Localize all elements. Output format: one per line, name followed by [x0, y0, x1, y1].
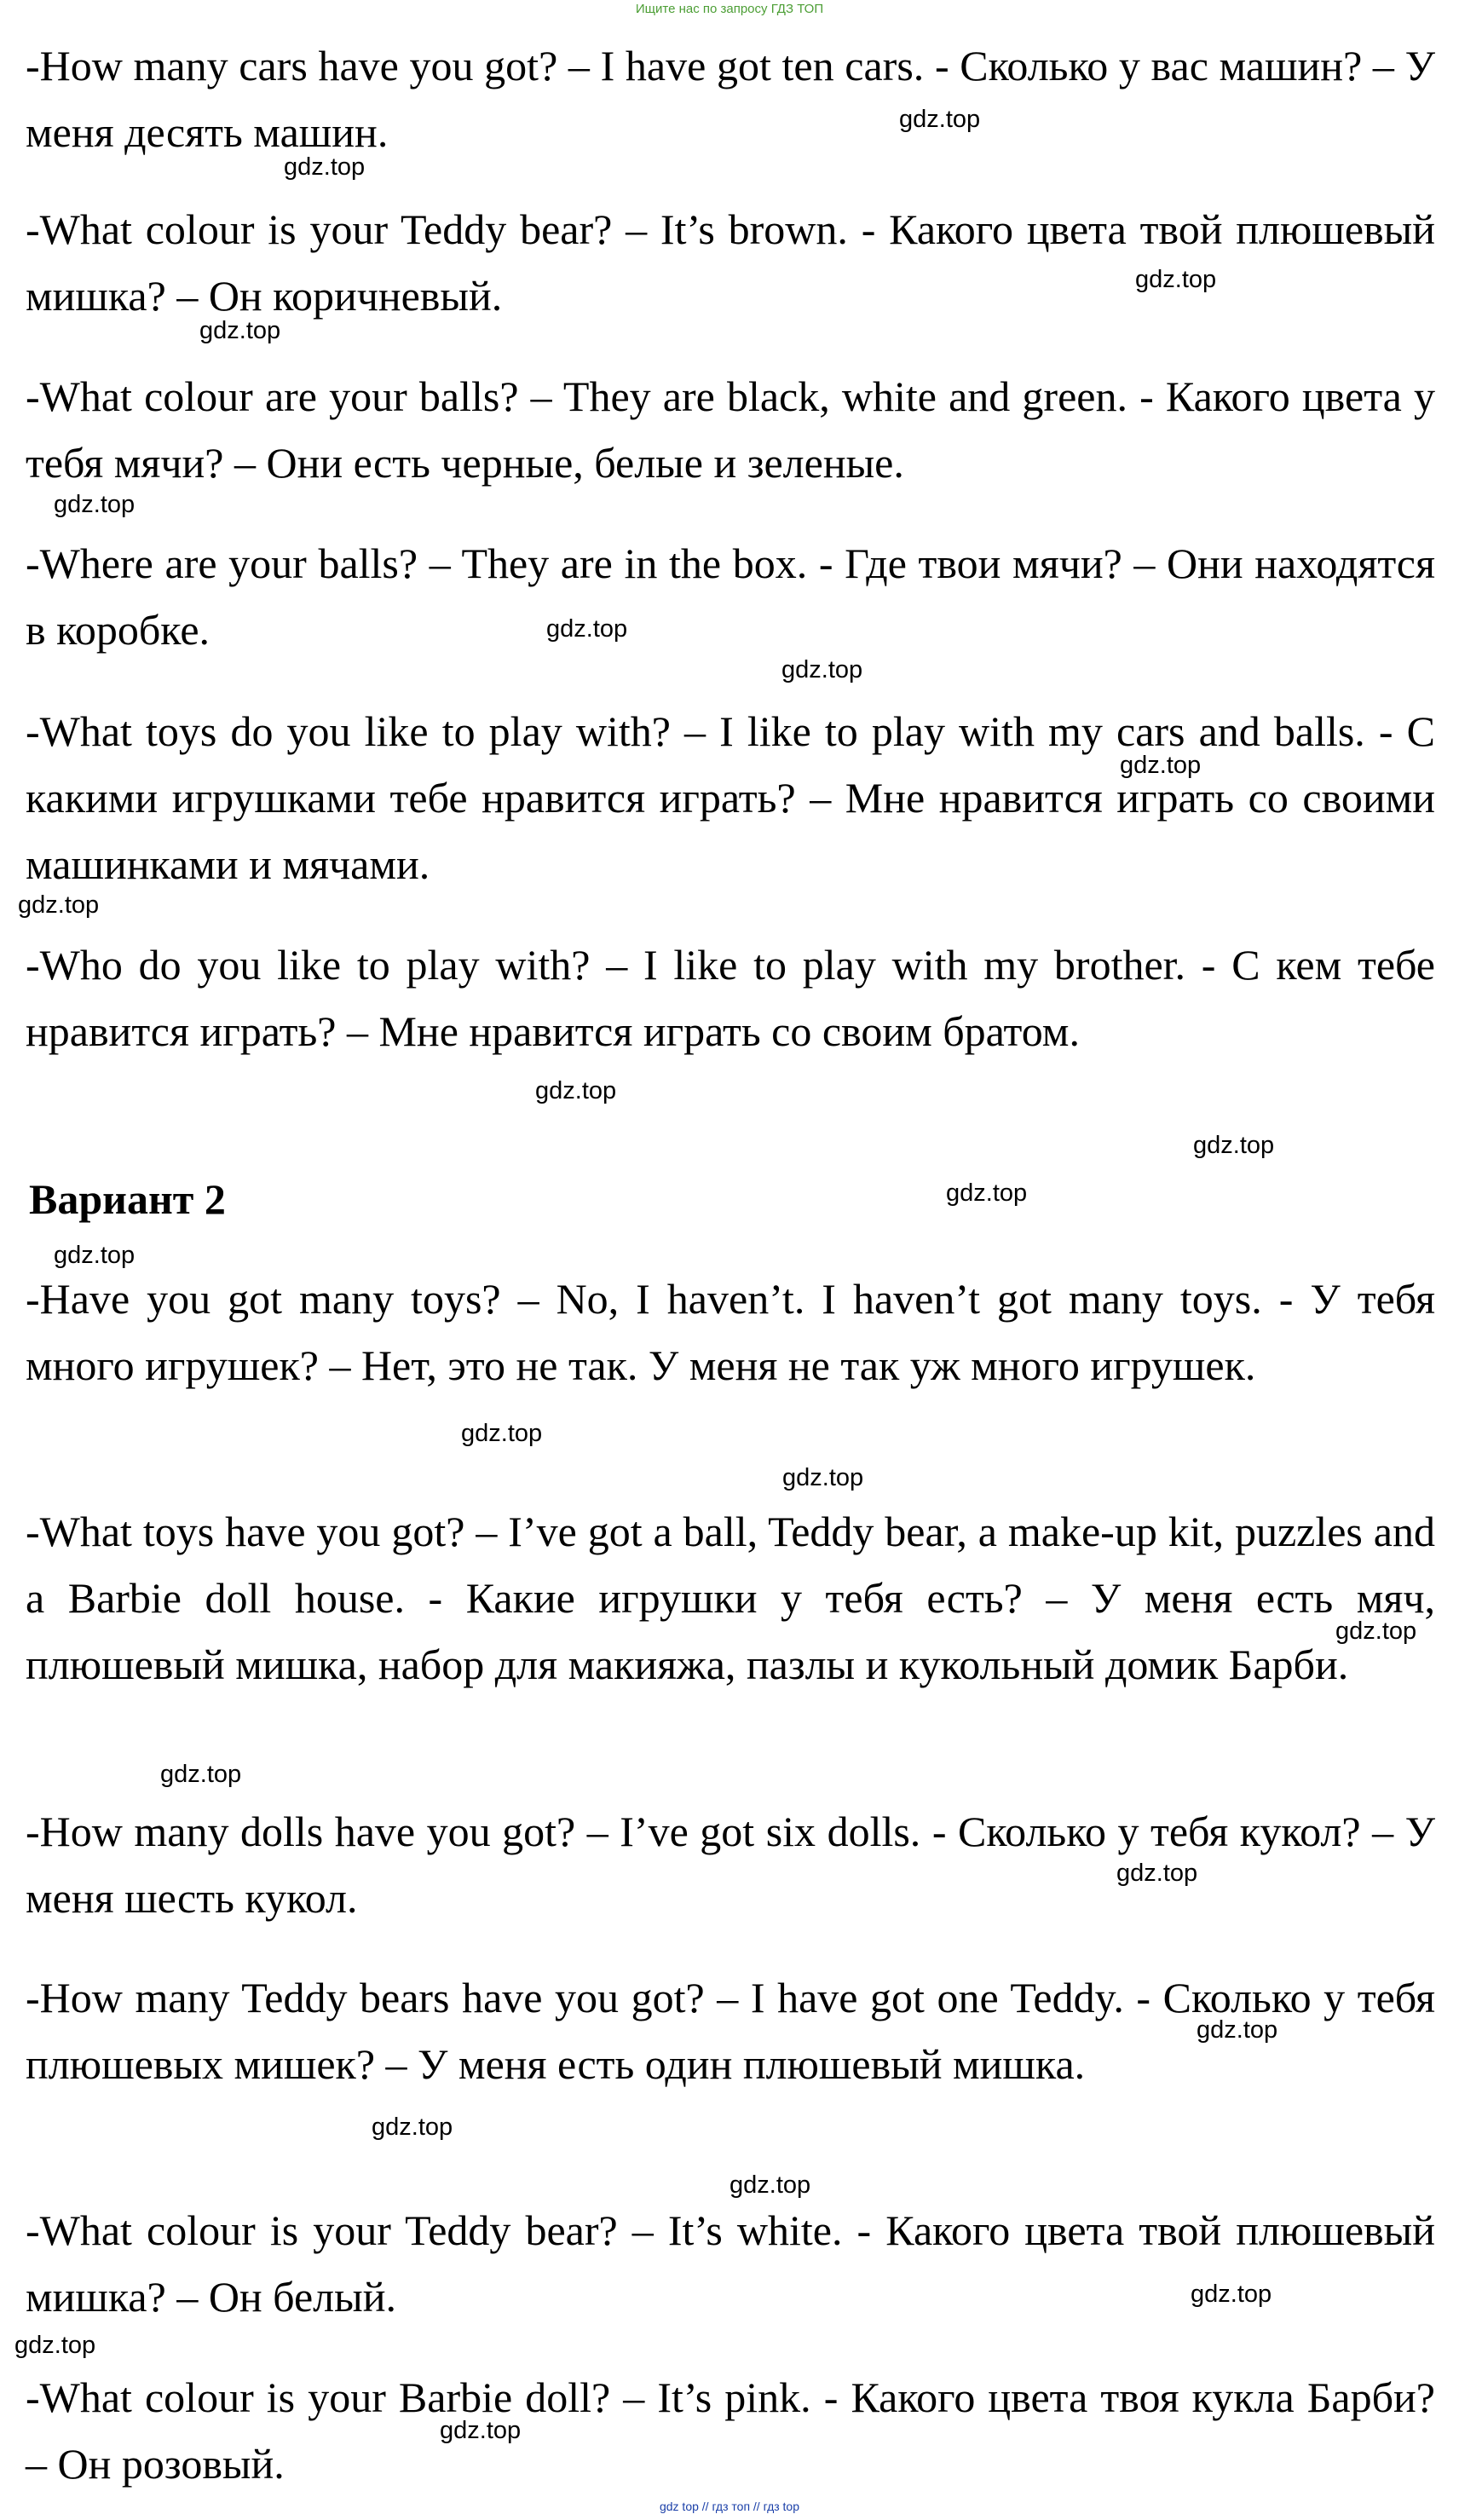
qa-paragraph: -How many dolls have you got? – I’ve got six dolls. - Сколько у тебя кукол? – У меня шесть кукол.: [26, 1808, 1435, 1922]
watermark: gdz.top: [1193, 1132, 1275, 1159]
watermark: gdz.top: [546, 615, 628, 643]
watermark: gdz.top: [461, 1420, 543, 1447]
section-heading: Вариант 2: [29, 1175, 226, 1223]
watermark: gdz.top: [1191, 2281, 1272, 2308]
watermark: gdz.top: [899, 106, 981, 133]
watermark: gdz.top: [1135, 266, 1217, 293]
qa-paragraph: -What colour are your balls? – They are black, white and green. - Какого цвета у тебя мячи? – Они есть черные, белые и зеленые.: [26, 372, 1435, 487]
watermark: gdz.top: [160, 1761, 242, 1788]
qa-paragraph: -What colour is your Teddy bear? – It’s white. - Какого цвета твой плюшевый мишка? – Он белый.: [26, 2206, 1435, 2321]
watermark: gdz.top: [199, 317, 281, 344]
watermark: gdz.top: [18, 891, 100, 919]
watermark: gdz.top: [440, 2417, 522, 2444]
watermark: gdz.top: [781, 656, 863, 683]
qa-paragraph: -Where are your balls? – They are in the box. - Где твои мячи? – Они находятся в коробке.: [26, 539, 1435, 654]
watermark: gdz.top: [54, 1242, 136, 1269]
watermark: gdz.top: [1116, 1860, 1198, 1887]
qa-paragraph: -What colour is your Barbie doll? – It’s pink. - Какого цвета твоя кукла Барби? – Он розовый.: [26, 2373, 1435, 2488]
bottom-banner: gdz top // гдз топ // гдз top: [659, 2500, 800, 2513]
qa-paragraph: -What toys have you got? – I’ve got a ball, Teddy bear, a make-up kit, puzzles and a Barbie doll house. - Какие игрушки у тебя есть? – У меня есть мяч, плюшевый мишка, набор для макияжа, пазлы и кукольный домик Барби.: [26, 1508, 1435, 1688]
qa-paragraph: -Have you got many toys? – No, I haven’t. I haven’t got many toys. - У тебя много игрушек? – Нет, это не так. У меня не так уж много игрушек.: [26, 1275, 1435, 1389]
watermark: gdz.top: [946, 1179, 1028, 1207]
watermark: gdz.top: [782, 1464, 864, 1491]
watermark: gdz.top: [372, 2113, 453, 2141]
watermark: gdz.top: [1335, 1618, 1417, 1645]
top-banner: Ищите нас по запросу ГДЗ ТОП: [635, 2, 824, 16]
watermark: gdz.top: [1120, 752, 1202, 779]
qa-paragraph: -Who do you like to play with? – I like to play with my brother. - С кем тебе нравится играть? – Мне нравится играть со своим братом.: [26, 941, 1435, 1055]
watermark: gdz.top: [284, 153, 366, 181]
watermark: gdz.top: [535, 1077, 617, 1104]
qa-paragraph: -What colour is your Teddy bear? – It’s brown. - Какого цвета твой плюшевый мишка? – Он коричневый.: [26, 205, 1435, 320]
watermark: gdz.top: [730, 2171, 811, 2199]
watermark: gdz.top: [1197, 2016, 1278, 2044]
watermark: gdz.top: [54, 491, 136, 518]
qa-paragraph: -How many Teddy bears have you got? – I have got one Teddy. - Сколько у тебя плюшевых мишек? – У меня есть один плюшевый мишка.: [26, 1974, 1435, 2088]
watermark: gdz.top: [14, 2332, 96, 2359]
qa-paragraph: -How many cars have you got? – I have got ten cars. - Сколько у вас машин? – У меня десять машин.: [26, 42, 1435, 156]
qa-paragraph: -What toys do you like to play with? – I like to play with my cars and balls. - С какими игрушками тебе нравится играть? – Мне нравится играть со своими машинками и мячами.: [26, 707, 1435, 888]
